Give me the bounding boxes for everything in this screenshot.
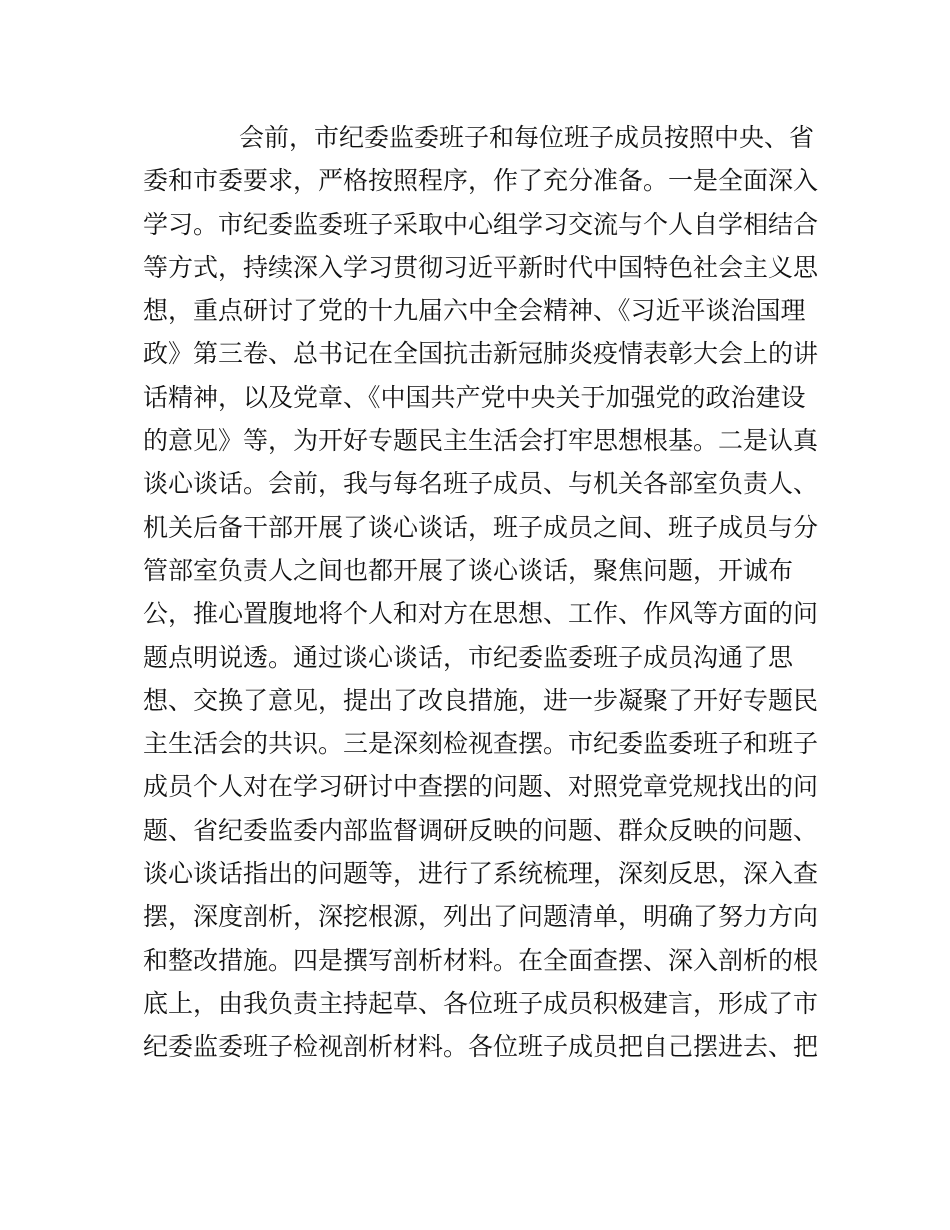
text-line: 管部室负责人之间也都开展了谈心谈话，聚焦问题，开诚布 [143, 555, 794, 585]
text-line: 想、交换了意见，提出了改良措施，进一步凝聚了开好专题民 [143, 685, 819, 715]
text-line: 主生活会的共识。三是深刻检视查摆。市纪委监委班子和班子 [143, 729, 819, 759]
text-line: 委和市委要求，严格按照程序，作了充分准备。一是全面深入 [143, 166, 819, 196]
text-line: 和整改措施。四是撰写剖析材料。在全面查摆、深入剖析的根 [143, 945, 819, 975]
text-line: 谈心谈话指出的问题等，进行了系统梳理，深刻反思，深入查 [143, 859, 819, 889]
text-line: 谈心谈话。会前，我与每名班子成员、与机关各部室负责人、 [143, 469, 819, 499]
text-line: 题、省纪委监委内部监督调研反映的问题、群众反映的问题、 [143, 815, 819, 845]
text-line: 等方式，持续深入学习贯彻习近平新时代中国特色社会主义思 [143, 252, 819, 282]
text-line: 题点明说透。通过谈心谈话，市纪委监委班子成员沟通了思 [143, 642, 794, 672]
text-line: 底上，由我负责主持起草、各位班子成员积极建言，形成了市 [143, 988, 819, 1018]
text-line: 话精神，以及党章、《中国共产党中央关于加强党的政治建设 [143, 382, 806, 412]
text-line: 机关后备干部开展了谈心谈话，班子成员之间、班子成员与分 [143, 512, 819, 542]
text-line: 的意见》等，为开好专题民主生活会打牢思想根基。二是认真 [143, 426, 819, 456]
text-line: 政》第三卷、总书记在全国抗击新冠肺炎疫情表彰大会上的讲 [143, 339, 819, 369]
text-line: 纪委监委班子检视剖析材料。各位班子成员把自己摆进去、把 [143, 1032, 819, 1062]
text-line: 摆，深度剖析，深挖根源，列出了问题清单，明确了努力方向 [143, 902, 819, 932]
text-line: 学习。市纪委监委班子采取中心组学习交流与个人自学相结合 [143, 209, 819, 239]
text-line: 公，推心置腹地将个人和对方在思想、工作、作风等方面的问 [143, 599, 819, 629]
document-body [143, 116, 823, 1069]
text-line: 想，重点研讨了党的十九届六中全会精神、《习近平谈治国理 [143, 296, 806, 326]
text-line: 会前，市纪委监委班子和每位班子成员按照中央、省 [239, 123, 815, 152]
text-line: 成员个人对在学习研讨中查摆的问题、对照党章党规找出的问 [143, 772, 819, 802]
